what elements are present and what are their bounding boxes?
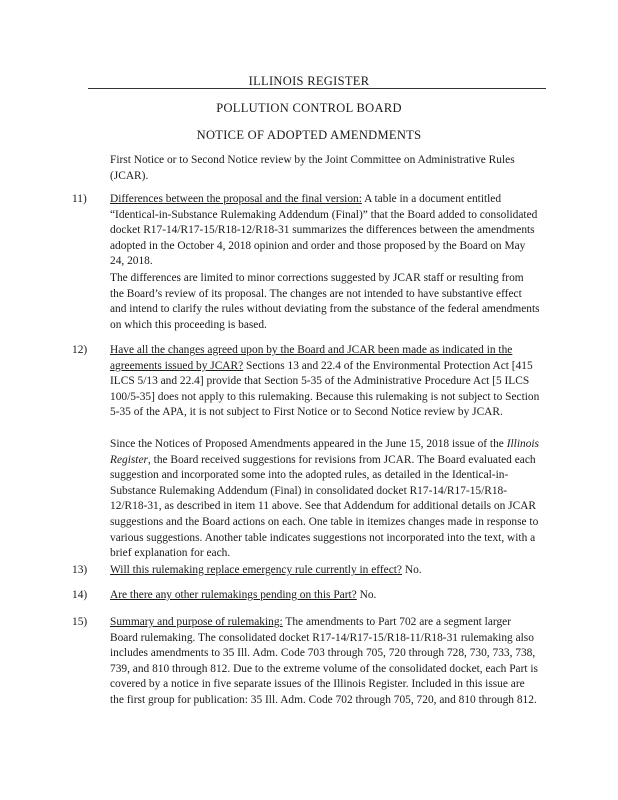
item-heading: Summary and purpose of rulemaking:	[110, 616, 283, 628]
item-number: 11)	[72, 193, 87, 205]
item-heading: Are there any other rulemakings pending on this Part?	[110, 589, 357, 601]
register-title: ILLINOIS REGISTER	[248, 74, 370, 88]
register-citation: Illinois Register	[110, 438, 539, 466]
item-14-paragraph	[110, 588, 540, 604]
item-heading: Differences between the proposal and the final version:	[110, 193, 362, 205]
item-heading: Will this rulemaking replace emergency rule currently in effect?	[110, 564, 402, 576]
item-answer: No.	[404, 564, 422, 576]
item-number: 14)	[72, 589, 88, 601]
intro-paragraph: First Notice or to Second Notice review by the Joint Committee on Administrative Rules (JCAR).	[110, 154, 515, 182]
item-11-paragraph-1	[110, 192, 540, 270]
board-title: POLLUTION CONTROL BOARD	[216, 101, 402, 115]
item-13-paragraph	[110, 563, 540, 579]
item-text: The amendments to Part 702 are a segment larger Board rulemaking. The consolidated docket R17-14/R17-15/R18-11/R18-31 rulemaking also includes amendments to 35 Ill. Adm. Code 703 through 705, 720 through 728, 730, 733, 738, 739, and 810 through 812. Due to the extreme volume of the consolidated docket, each Part is covered by a notice in five separate issues of the Illinois Register. Included in this issue are the first group for publication: 35 Ill. Adm. Code 702 through 705, 720, and 810 through 812.	[110, 616, 538, 706]
item-answer: No.	[359, 589, 377, 601]
item-12-paragraph-1	[110, 343, 540, 421]
item-number: 12)	[72, 344, 88, 356]
notice-title: NOTICE OF ADOPTED AMENDMENTS	[196, 128, 422, 142]
item-text: A table in a document entitled “Identical-in-Substance Rulemaking Addendum (Final)” that the Board added to consolidated docket R17-14/R17-15/R18-12/R18-31 summarizes the differences between the amendments adopted in the October 4, 2018 opinion and order and those proposed by the Board on May 24, 2018.	[110, 193, 538, 268]
item-number: 13)	[72, 564, 88, 576]
item-number: 15)	[72, 616, 88, 628]
item-text: Sections 13 and 22.4 of the Environmental Protection Act [415 ILCS 5/13 and 22.4] provide that Section 5-35 of the Administrative Procedure Act [5 ILCS 100/5-35] does not apply to this rulemaking. Because this rulemaking is not subject to Section 5-35 of the APA, it is not subject to First Notice or to Second Notice review by JCAR.	[110, 359, 540, 419]
item-12-paragraph-2: Since the Notices of Proposed Amendments appeared in the June 15, 2018 issue of the Illinois Register, the Board received suggestions for revisions from JCAR. The Board evaluated each suggestion and incorporated some into the adopted rules, as detailed in the Identical-in-Substance Rulemaking Addendum (Final) in consolidated docket R17-14/R17-15/R18-12/R18-31, as described in item 11 above. See that Addendum for additional details on JCAR suggestions and the Board actions on each. One table in itemizes changes made in response to various suggestions. Another table indicates suggestions not incorporated into the text, with a brief explanation for each.	[110, 438, 539, 560]
item-11-paragraph-2: The differences are limited to minor corrections suggested by JCAR staff or resulting from the Board’s review of its proposal. The changes are not intended to have substantive effect and intend to clarify the rules without deviating from the substance of the federal amendments on which this proceeding is based.	[110, 272, 540, 331]
item-heading: Have all the changes agreed upon by the Board and JCAR been made as indicated in the agreements issued by JCAR?	[110, 344, 513, 372]
item-15-paragraph	[110, 615, 540, 709]
